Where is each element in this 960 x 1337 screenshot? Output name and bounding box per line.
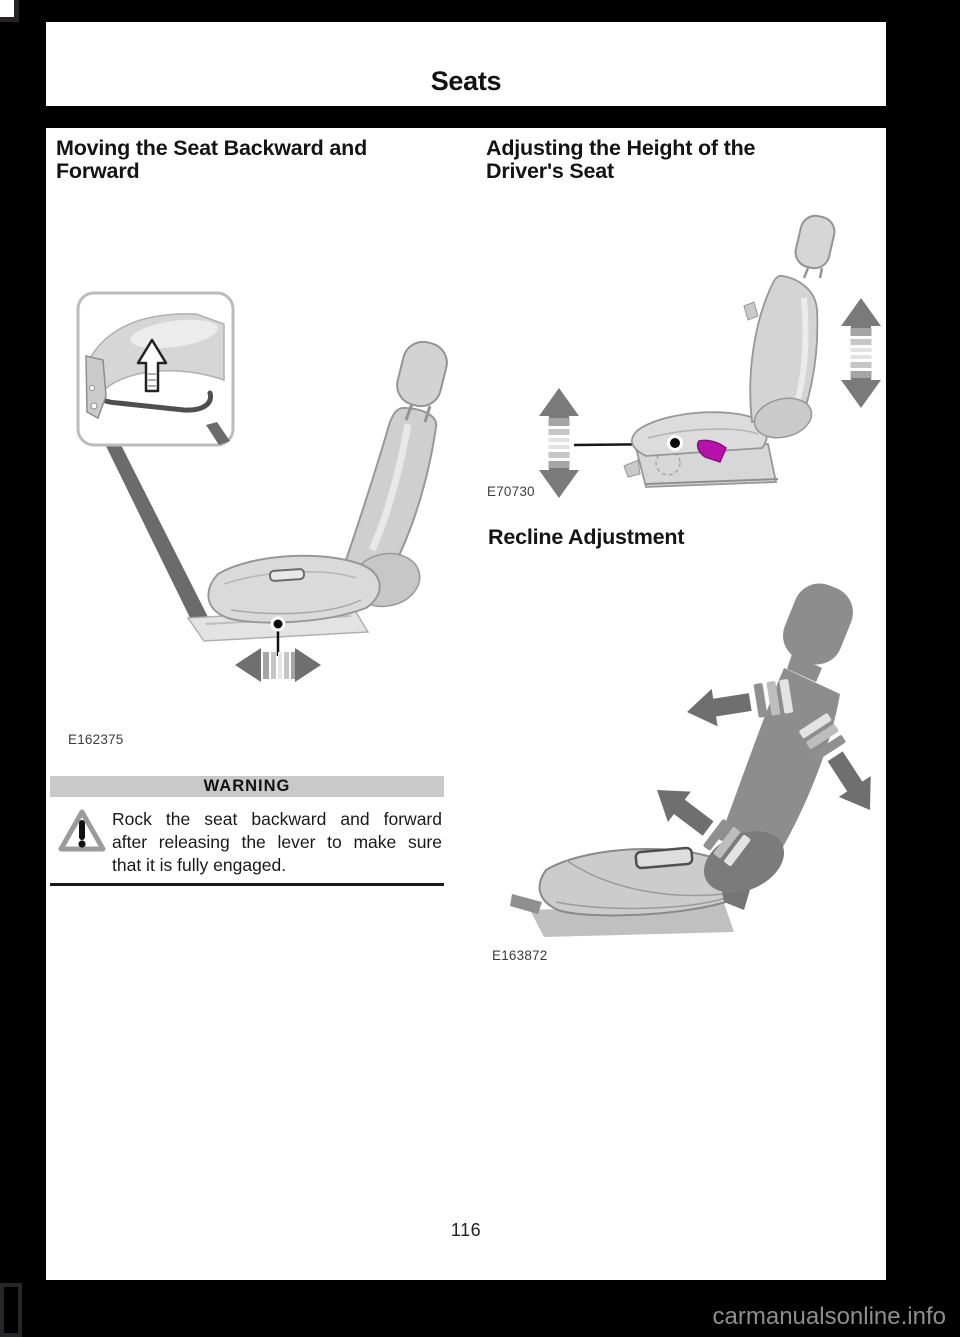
seat-cushion	[208, 556, 379, 623]
left-right-double-arrow-icon	[235, 648, 321, 682]
warning-title: WARNING	[203, 777, 291, 795]
up-down-double-arrow-icon	[841, 298, 881, 408]
slide-lever	[270, 569, 305, 581]
crop-mark-top-left-horizontal	[0, 17, 19, 22]
section-heading-move-seat: Moving the Seat Backward and Forward	[56, 136, 368, 183]
section-heading-recline: Recline Adjustment	[488, 525, 685, 549]
crop-mark-bottom-left	[0, 1283, 22, 1337]
figure-seat-height	[486, 198, 886, 508]
slide-handle	[635, 848, 692, 869]
page-title: Seats	[430, 66, 502, 96]
warning-box	[50, 776, 444, 886]
headrest	[793, 213, 838, 271]
section-heading-height-adjust: Adjusting the Height of the Driver's Seat	[486, 136, 756, 183]
callout-dot	[272, 618, 284, 630]
figure-label: E163872	[492, 948, 548, 963]
warning-header-bar	[50, 776, 444, 797]
warning-text: Rock the seat backward and forward after releasing the lever to make sure that it is fully engaged.	[112, 809, 442, 875]
up-down-double-arrow-icon	[539, 388, 579, 498]
figure-seat-slide	[56, 228, 466, 698]
headrest	[393, 338, 451, 411]
figure-seat-recline	[486, 548, 886, 948]
page-content	[46, 128, 886, 1280]
warning-divider	[50, 883, 444, 886]
watermark-text: carmanualsonline.info	[712, 1303, 946, 1330]
page-number: 116	[450, 1220, 482, 1240]
seatbelt-strap	[105, 441, 209, 626]
figure-label: E162375	[68, 732, 124, 747]
warning-triangle-icon	[58, 808, 106, 855]
headrest	[775, 576, 861, 673]
figure-label: E70730	[487, 484, 535, 499]
page-header	[46, 22, 886, 106]
crop-mark-top-left	[0, 0, 14, 17]
callout-dot	[669, 437, 682, 450]
